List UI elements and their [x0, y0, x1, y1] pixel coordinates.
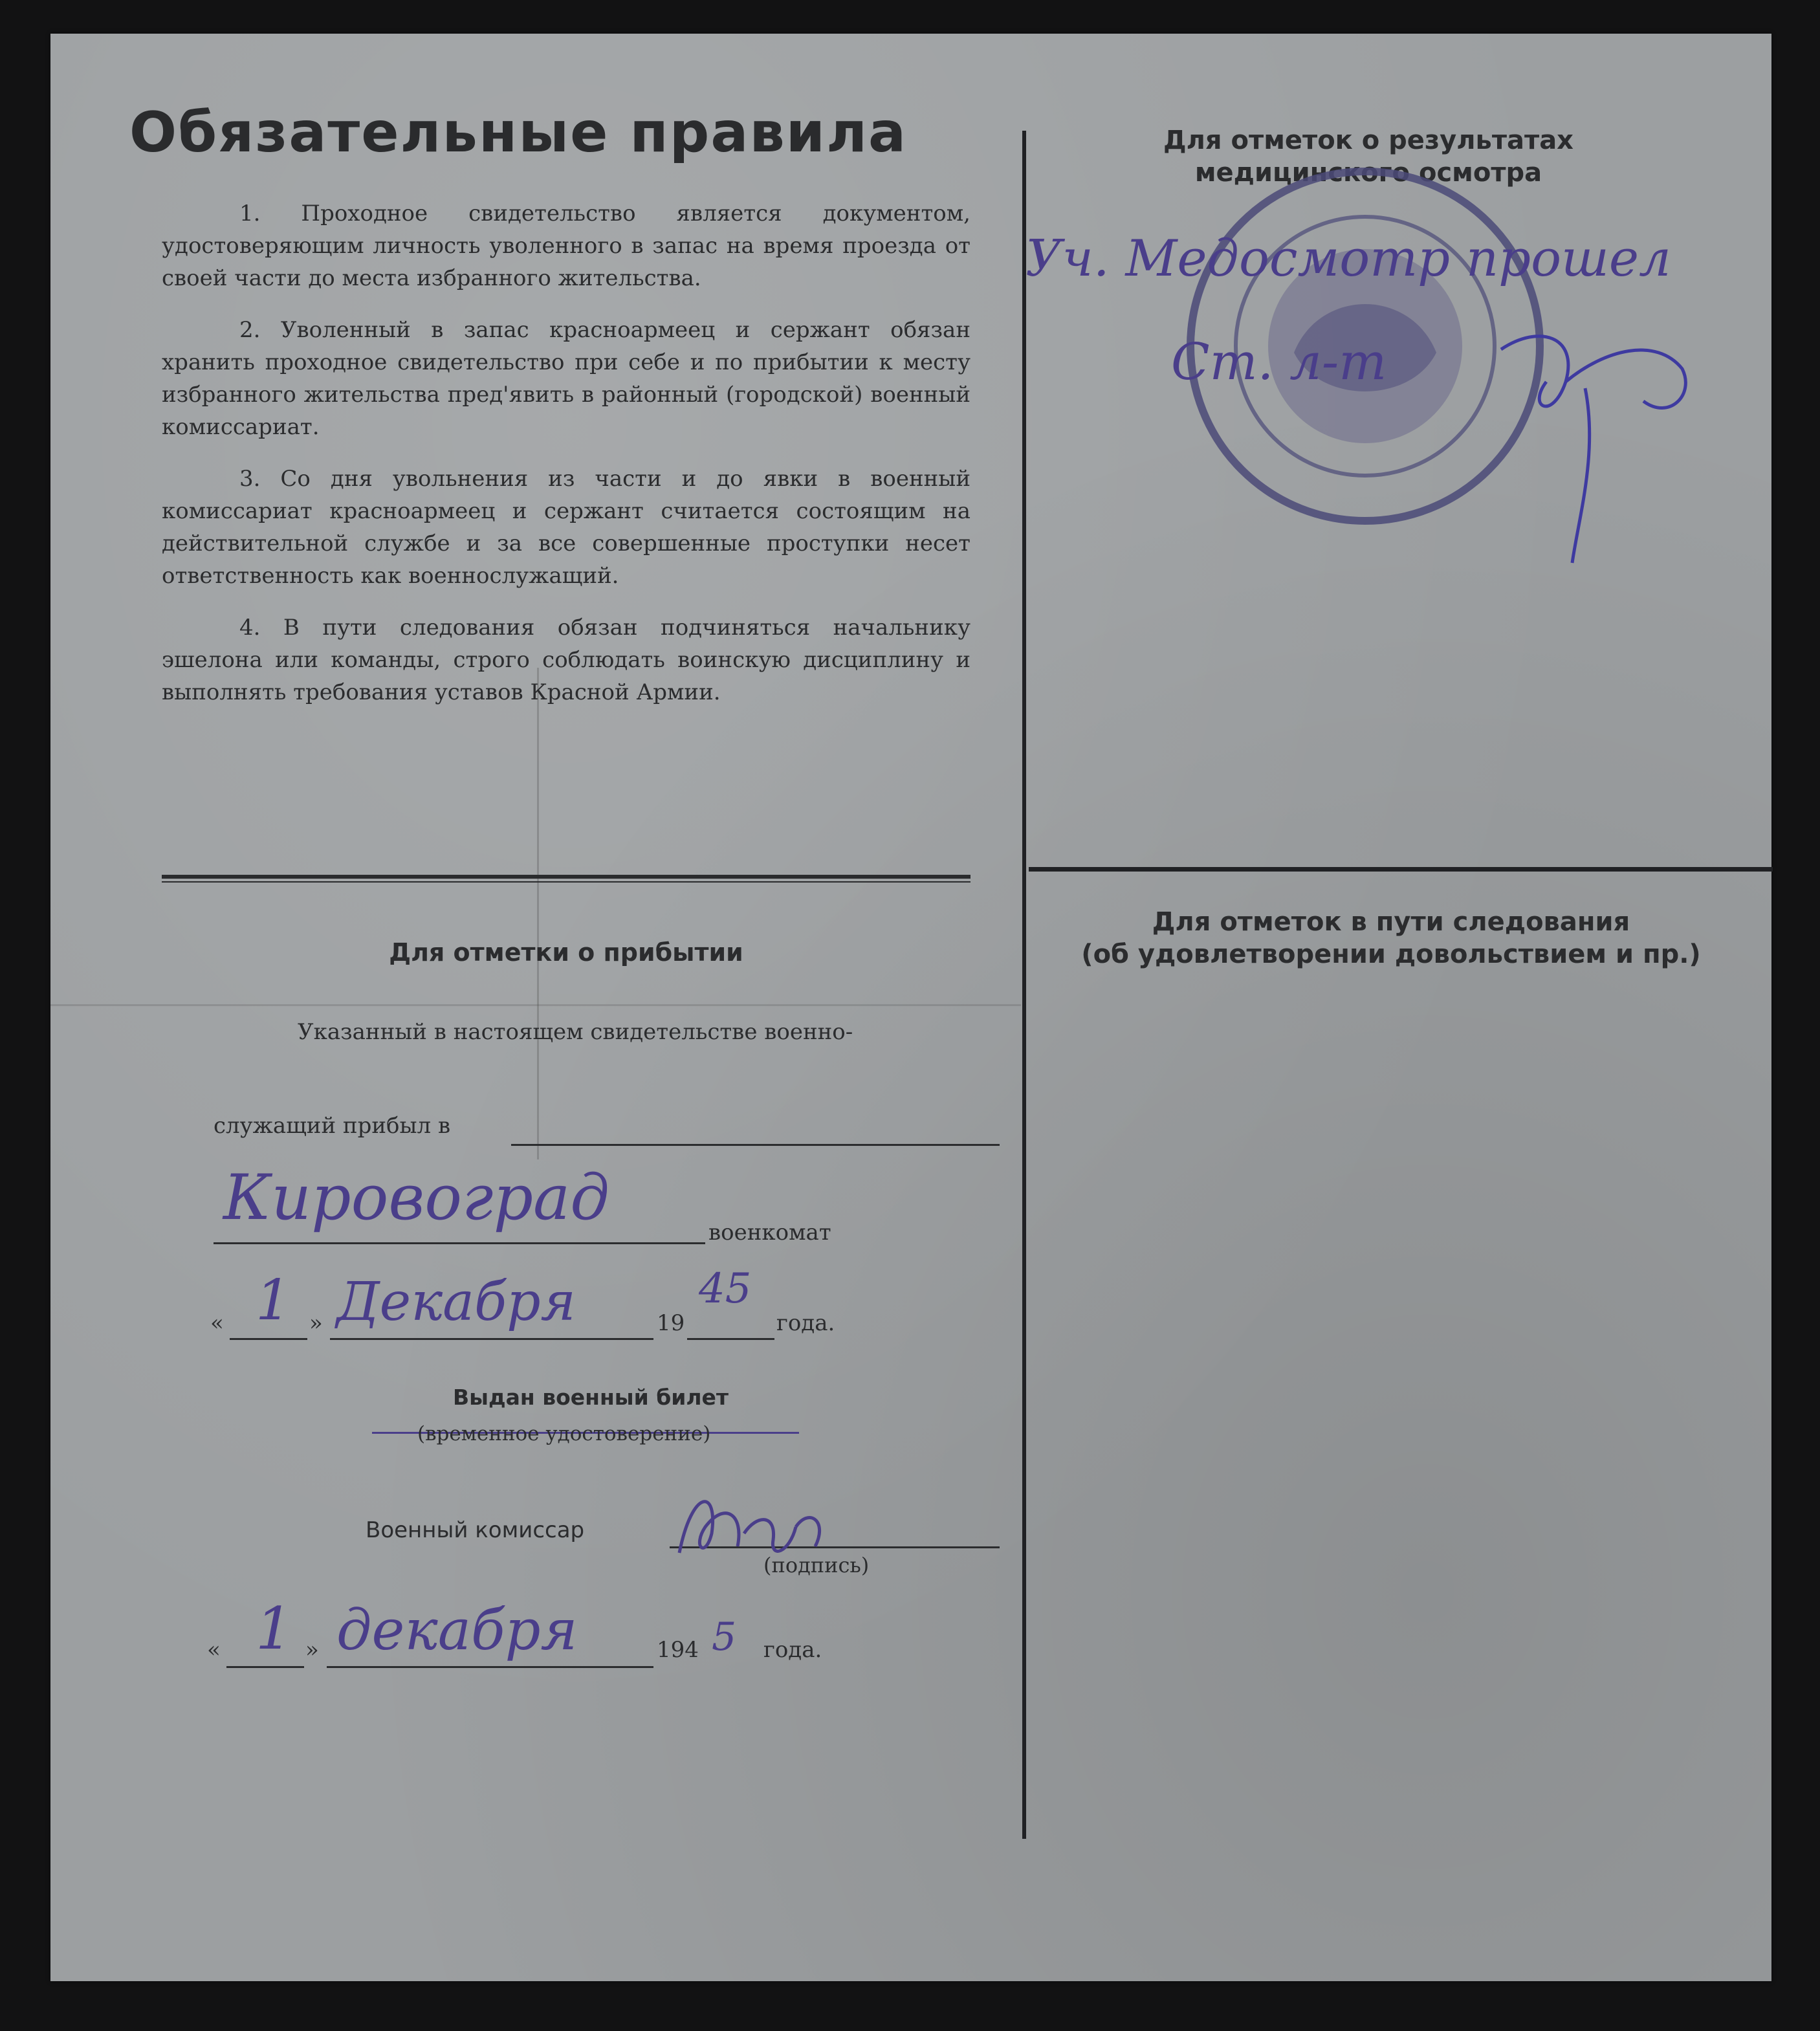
date2-month-underline	[327, 1666, 653, 1668]
rule-item: 3. Со дня увольнения из части и до явки в военный комиссариат красноармеец и сержант считается состоящим на действительной службе и за все совершенные проступки несет ответственность как военнослужащий.	[162, 466, 970, 589]
medical-heading-line1: Для отметок о результатах	[1163, 126, 1573, 155]
date2-quote-open: «	[207, 1637, 221, 1663]
date2-month: декабря	[336, 1598, 578, 1663]
place-underline	[214, 1242, 705, 1244]
medical-signature	[1488, 311, 1708, 569]
commissar-label: Военный комиссар	[366, 1517, 585, 1543]
date1-year-prefix: 19	[657, 1310, 685, 1336]
fold-crease-horizontal	[50, 1004, 1021, 1006]
rule-item: 2. Уволенный в запас красноармеец и сержант обязан хранить проходное свидетельство при себе и по прибытии к месту избранного жительства пред'явить в районный (городской) военный комиссариат.	[162, 317, 970, 440]
signature-caption: (подпись)	[763, 1553, 870, 1577]
date1-day-underline	[230, 1338, 307, 1340]
date1-month-underline	[330, 1338, 653, 1340]
date1-goda: года.	[776, 1310, 835, 1336]
rule-item: 4. В пути следования обязан подчиняться начальнику эшелона или команды, строго соблюдать воинскую дисциплину и выполнять требования уставов Красной Армии.	[162, 615, 970, 705]
route-heading	[1009, 906, 1773, 971]
route-heading-line2: (об удовлетворении довольствием и пр.)	[1081, 939, 1701, 969]
date2-goda: года.	[763, 1637, 822, 1663]
medical-handwriting-2: Ст. л-т	[1171, 333, 1387, 391]
date1-day: 1	[256, 1268, 291, 1333]
arrival-place-blank	[511, 1144, 1000, 1146]
date2-day-underline	[226, 1666, 304, 1668]
date1-year-suffix: 45	[699, 1265, 752, 1313]
date2-year-suffix: 5	[712, 1614, 737, 1660]
date1-year-underline	[687, 1338, 774, 1340]
date1-quote-open: «	[210, 1310, 224, 1336]
route-heading-line1: Для отметок в пути следования	[1152, 907, 1630, 937]
arrival-line-1: Указанный в настоящем свидетельстве военно-	[298, 1019, 853, 1045]
issued-label: Выдан военный билет	[453, 1385, 729, 1410]
arrival-heading: Для отметки о прибытии	[389, 938, 743, 967]
medical-heading-line2: медицинского осмотра	[1194, 158, 1542, 188]
date2-quote-close: »	[305, 1637, 319, 1663]
issued-sub: (временное удостоверение)	[417, 1422, 711, 1445]
right-section-divider	[1029, 867, 1773, 872]
rules-list	[162, 197, 970, 728]
date2-year-prefix: 194	[657, 1637, 699, 1663]
date1-quote-close: »	[309, 1310, 323, 1336]
date1-month: Декабря	[336, 1271, 576, 1333]
rules-title: Обязательные правила	[129, 100, 908, 165]
arrival-line-2: служащий прибыл в	[214, 1113, 451, 1139]
fold-crease-vertical	[537, 668, 539, 1159]
voenkomat-label: военкомат	[708, 1220, 831, 1246]
medical-handwriting-1: Уч. Медосмотр прошел	[1025, 230, 1671, 288]
column-divider	[1022, 131, 1026, 1839]
handwritten-place: Кировоград	[223, 1161, 610, 1234]
rule-item: 1. Проходное свидетельство является документом, удостоверяющим личность уволенного в запас на время проезда от своей части до места избранного жительства.	[162, 201, 970, 291]
date2-day: 1	[256, 1595, 293, 1663]
section-separator	[162, 875, 970, 879]
